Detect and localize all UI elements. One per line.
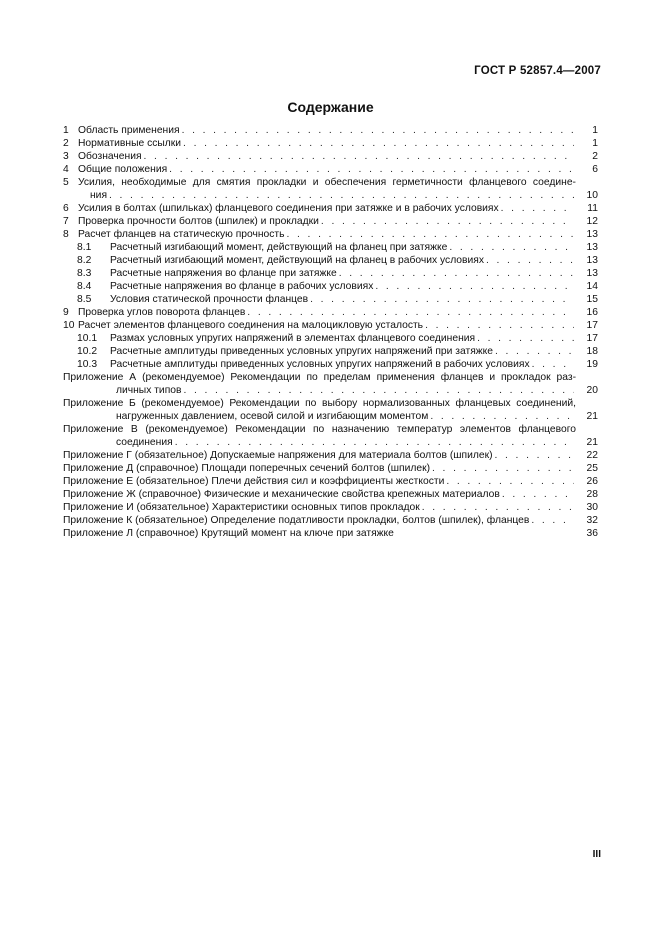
- toc-entry-number: 6: [63, 203, 69, 214]
- toc-appendix-entry[interactable]: [63, 397, 598, 423]
- toc-entry-page: 32: [586, 515, 598, 526]
- toc-entry-title: Расчетный изгибающий момент, действующий на фланец в рабочих условиях: [110, 255, 484, 266]
- toc-appendix-entry[interactable]: [63, 475, 598, 488]
- toc-entry-title: Расчет фланцев на статическую прочность: [78, 229, 285, 240]
- toc-entry[interactable]: [63, 332, 598, 345]
- toc-entry-page: 13: [586, 242, 598, 253]
- toc-entry-number: 10.3: [77, 359, 98, 370]
- toc-dot-leader: [430, 410, 574, 423]
- toc-entry-number: 10: [63, 320, 75, 331]
- toc-appendix-entry[interactable]: [63, 527, 598, 540]
- toc-entry-page: 20: [586, 385, 598, 396]
- toc-entry-number: 3: [63, 151, 69, 162]
- toc-entry-title-continued: личных типов: [116, 385, 182, 396]
- toc-entry-number: 4: [63, 164, 69, 175]
- toc-entry-number: 10.2: [77, 346, 98, 357]
- toc-entry-number: 2: [63, 138, 69, 149]
- toc-entry-page: 26: [586, 476, 598, 487]
- toc-entry-title: Приложение Л (справочное) Крутящий момент на ключе при затяжке: [63, 528, 394, 539]
- toc-dot-leader: [446, 475, 574, 488]
- toc-entry-page: 12: [586, 216, 598, 227]
- toc-entry[interactable]: [63, 176, 598, 202]
- toc-dot-leader: [339, 267, 574, 280]
- toc-dot-leader: [247, 306, 574, 319]
- toc-dot-leader: [477, 332, 574, 345]
- toc-entry-page: 2: [592, 151, 598, 162]
- toc-entry[interactable]: [63, 280, 598, 293]
- toc-entry-title: Усилия в болтах (шпильках) фланцевого соединения при затяжке и в рабочих условиях: [78, 203, 499, 214]
- table-of-contents: [63, 124, 598, 540]
- toc-entry-page: 10: [586, 190, 598, 201]
- page-number-roman: III: [592, 849, 601, 860]
- toc-entry-title: Приложение Б (рекомендуемое) Рекомендации по выбору нормализованных фланцевых соединений,: [63, 398, 576, 409]
- toc-entry-number: 10.1: [77, 333, 98, 344]
- toc-dot-leader: [495, 345, 574, 358]
- toc-dot-leader: [109, 189, 574, 202]
- toc-entry-page: 22: [586, 450, 598, 461]
- toc-entry[interactable]: [63, 319, 598, 332]
- toc-entry-page: 16: [586, 307, 598, 318]
- toc-entry[interactable]: [63, 215, 598, 228]
- toc-entry-number: 7: [63, 216, 69, 227]
- toc-dot-leader: [531, 514, 574, 527]
- toc-entry-title: Приложение К (обязательное) Определение податливости прокладки, болтов (шпилек), фланцев: [63, 515, 530, 526]
- toc-entry-page: 30: [586, 502, 598, 513]
- toc-dot-leader: [495, 449, 574, 462]
- toc-dot-leader: [501, 202, 574, 215]
- toc-entry-title: Приложение А (рекомендуемое) Рекомендации по пределам применения фланцев и прокладок раз-: [63, 372, 576, 383]
- toc-entry-title: Общие положения: [78, 164, 168, 175]
- toc-entry-title: Приложение Г (обязательное) Допускаемые напряжения для материала болтов (шпилек): [63, 450, 493, 461]
- toc-entry-number: 8.5: [77, 294, 92, 305]
- toc-entry-page: 17: [586, 320, 598, 331]
- toc-entry-title: Проверка углов поворота фланцев: [78, 307, 246, 318]
- toc-entry-page: 28: [586, 489, 598, 500]
- toc-entry-title: Область применения: [78, 125, 180, 136]
- toc-entry-page: 15: [586, 294, 598, 305]
- toc-entry[interactable]: [63, 137, 598, 150]
- toc-appendix-entry[interactable]: [63, 449, 598, 462]
- toc-entry-title: Проверка прочности болтов (шпилек) и прокладки: [78, 216, 319, 227]
- toc-entry-page: 25: [586, 463, 598, 474]
- toc-entry-title: Приложение И (обязательное) Характеристики основных типов прокладок: [63, 502, 420, 513]
- toc-entry-page: 1: [592, 138, 598, 149]
- toc-entry-page: 6: [592, 164, 598, 175]
- toc-entry-number: 8.1: [77, 242, 92, 253]
- toc-entry-page: 18: [586, 346, 598, 357]
- toc-entry-number: 8: [63, 229, 69, 240]
- toc-dot-leader: [375, 280, 574, 293]
- toc-entry-title: Расчетный изгибающий момент, действующий на фланец при затяжке: [110, 242, 448, 253]
- toc-entry[interactable]: [63, 228, 598, 241]
- toc-entry-number: 9: [63, 307, 69, 318]
- toc-entry[interactable]: [63, 150, 598, 163]
- toc-dot-leader: [486, 254, 574, 267]
- toc-entry-number: 5: [63, 177, 69, 188]
- toc-entry-page: 21: [586, 411, 598, 422]
- toc-dot-leader: [144, 150, 574, 163]
- toc-entry[interactable]: [63, 306, 598, 319]
- toc-entry[interactable]: [63, 254, 598, 267]
- toc-entry-title: Расчетные амплитуды приведенных условных упругих напряжений при затяжке: [110, 346, 494, 357]
- toc-entry-title: Приложение Д (справочное) Площади поперечных сечений болтов (шпилек): [63, 463, 431, 474]
- toc-entry-title: Нормативные ссылки: [78, 138, 182, 149]
- toc-dot-leader: [287, 228, 574, 241]
- toc-appendix-entry[interactable]: [63, 488, 598, 501]
- toc-dot-leader: [532, 358, 574, 371]
- toc-appendix-entry[interactable]: [63, 501, 598, 514]
- toc-entry-page: 19: [586, 359, 598, 370]
- toc-entry-title: Приложение Е (обязательное) Плечи действия сил и коэффициенты жесткости: [63, 476, 445, 487]
- document-code: ГОСТ Р 52857.4—2007: [474, 65, 601, 77]
- toc-entry-title: Усилия, необходимые для смятия прокладки и обеспечения герметичности фланцевого соедине-: [78, 177, 576, 188]
- toc-entry[interactable]: [63, 202, 598, 215]
- toc-appendix-entry[interactable]: [63, 462, 598, 475]
- toc-dot-leader: [432, 462, 574, 475]
- toc-dot-leader: [169, 163, 574, 176]
- toc-entry[interactable]: [63, 267, 598, 280]
- toc-entry-page: 17: [586, 333, 598, 344]
- toc-dot-leader: [425, 319, 574, 332]
- toc-entry-page: 1: [592, 125, 598, 136]
- toc-entry-title-continued: нагруженных давлением, осевой силой и изгибающим моментом: [116, 411, 429, 422]
- toc-dot-leader: [183, 384, 574, 397]
- toc-entry-page: 13: [586, 255, 598, 266]
- toc-entry-title: Обозначения: [78, 151, 142, 162]
- toc-entry-title: Расчетные амплитуды приведенных условных упругих напряжений в рабочих условиях: [110, 359, 530, 370]
- toc-dot-leader: [310, 293, 574, 306]
- toc-entry-number: 8.2: [77, 255, 92, 266]
- toc-dot-leader: [183, 137, 574, 150]
- toc-entry[interactable]: [63, 124, 598, 137]
- toc-entry-title: Расчет элементов фланцевого соединения на малоцикловую усталость: [78, 320, 424, 331]
- toc-entry-number: 8.4: [77, 281, 92, 292]
- toc-entry[interactable]: [63, 163, 598, 176]
- toc-entry[interactable]: [63, 358, 598, 371]
- toc-entry-page: 11: [587, 203, 598, 214]
- toc-entry-title: Приложение В (рекомендуемое) Рекомендации по назначению температур элементов фланцевого: [63, 424, 576, 435]
- toc-entry-title: Расчетные напряжения во фланце при затяжке: [110, 268, 337, 279]
- toc-entry-title-continued: ния: [90, 190, 108, 201]
- toc-dot-leader: [502, 488, 574, 501]
- toc-entry-page: 21: [586, 437, 598, 448]
- toc-entry-page: 13: [586, 268, 598, 279]
- toc-entry-page: 36: [586, 528, 598, 539]
- toc-dot-leader: [182, 124, 574, 137]
- toc-appendix-entry[interactable]: [63, 514, 598, 527]
- toc-entry-page: 13: [586, 229, 598, 240]
- toc-entry-title: Расчетные напряжения во фланце в рабочих условиях: [110, 281, 374, 292]
- toc-entry-number: 1: [63, 125, 69, 136]
- toc-entry-title-continued: соединения: [116, 437, 173, 448]
- toc-entry[interactable]: [63, 345, 598, 358]
- toc-entry-page: 14: [586, 281, 598, 292]
- toc-appendix-entry[interactable]: [63, 423, 598, 449]
- toc-dot-leader: [321, 215, 574, 228]
- toc-entry[interactable]: [63, 241, 598, 254]
- toc-entry-number: 8.3: [77, 268, 92, 279]
- toc-title: Содержание: [287, 99, 374, 115]
- toc-entry-title: Приложение Ж (справочное) Физические и механические свойства крепежных материалов: [63, 489, 500, 500]
- toc-dot-leader: [175, 436, 574, 449]
- toc-dot-leader: [422, 501, 574, 514]
- toc-appendix-entry[interactable]: [63, 371, 598, 397]
- toc-entry-title: Условия статической прочности фланцев: [110, 294, 309, 305]
- toc-dot-leader: [449, 241, 574, 254]
- toc-entry[interactable]: [63, 293, 598, 306]
- toc-entry-title: Размах условных упругих напряжений в элементах фланцевого соединения: [110, 333, 476, 344]
